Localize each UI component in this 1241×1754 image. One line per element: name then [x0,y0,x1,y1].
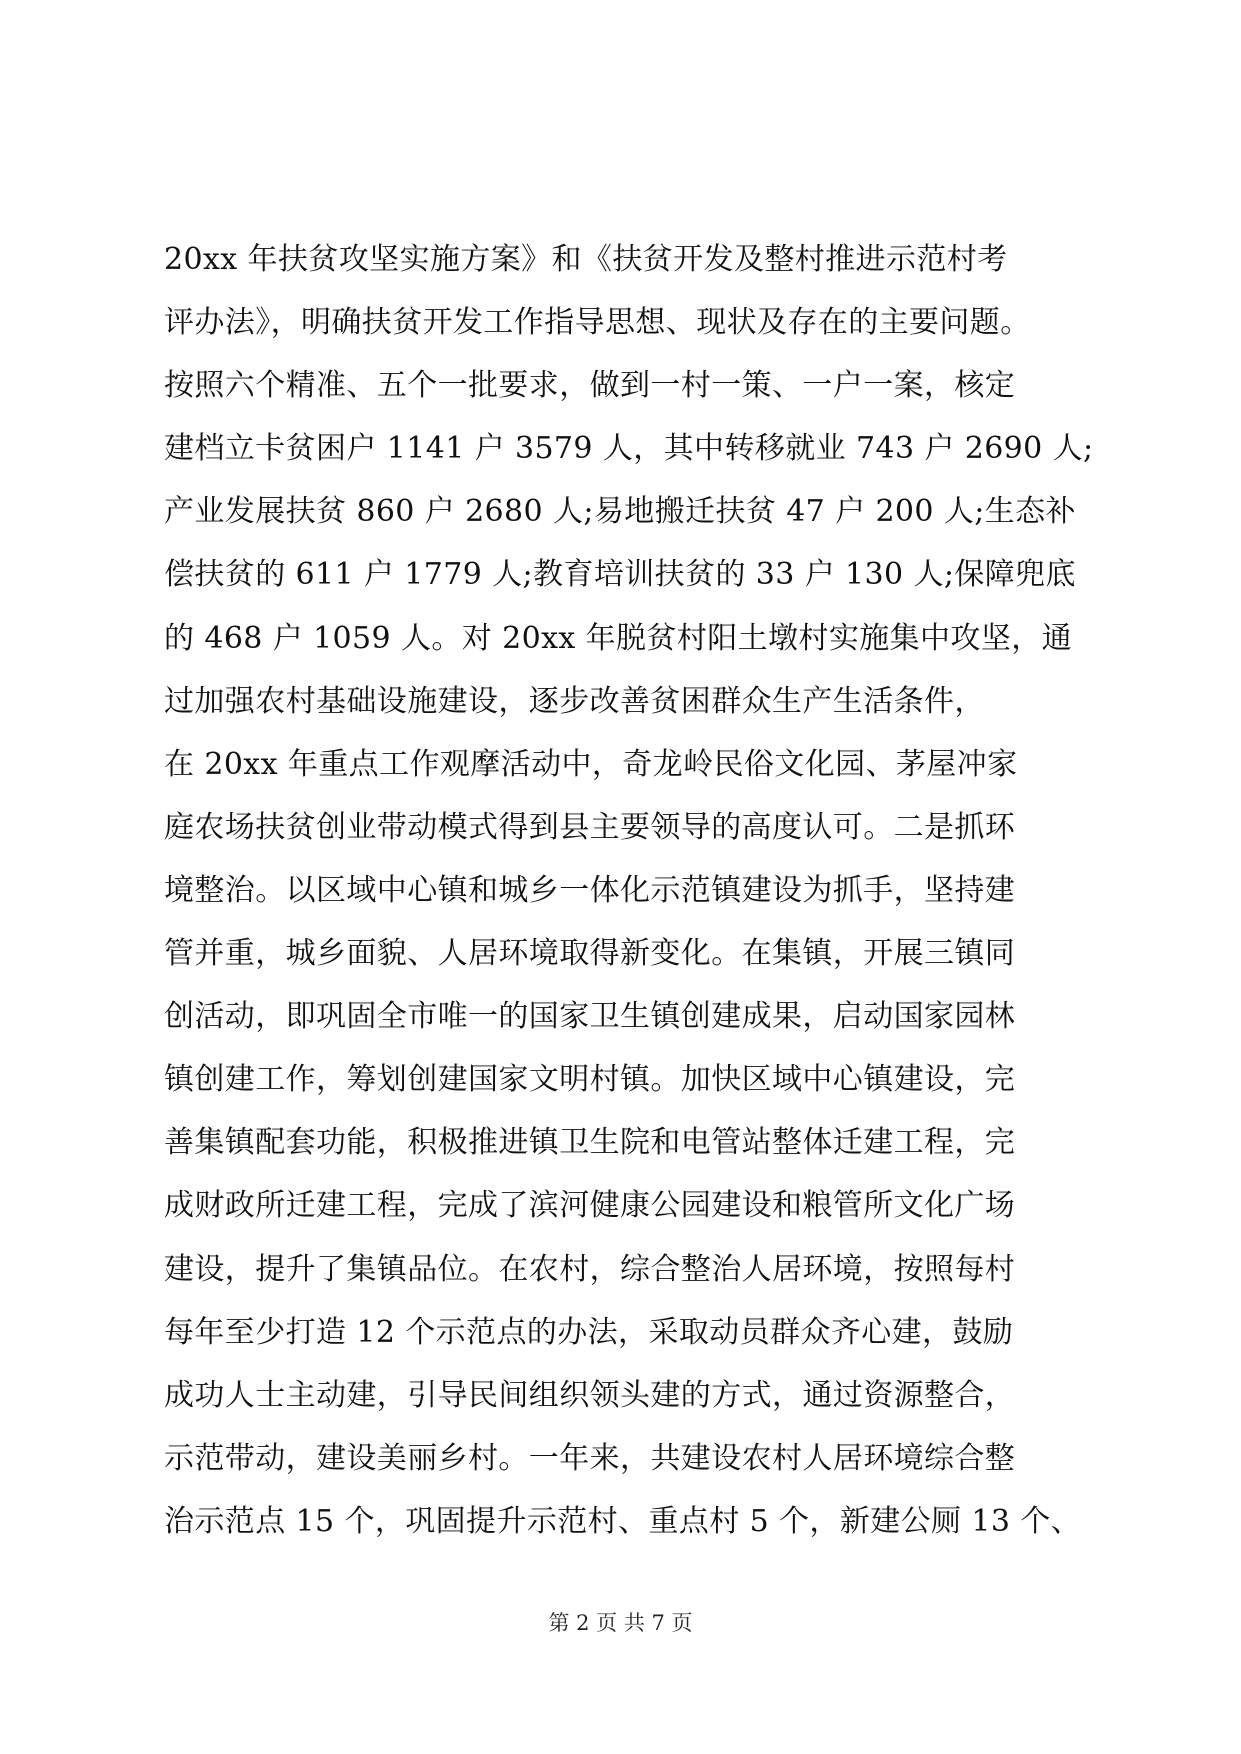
text-line: 按照六个精准、五个一批要求，做到一村一策、一户一案，核定 [164,368,1016,404]
text-line: 成功人士主动建，引导民间组织领头建的方式，通过资源整合， [164,1377,1016,1413]
text-line: 管并重，城乡面貌、人居环境取得新变化。在集镇，开展三镇同 [164,936,1016,972]
text-line: 20xx 年扶贫攻坚实施方案》和《扶贫开发及整村推进示范村考 [164,242,1008,277]
text-line: 成财政所迁建工程，完成了滨河健康公园建设和粮管所文化广场 [164,1188,1016,1224]
text-line: 庭农场扶贫创业带动模式得到县主要领导的高度认可。二是抓环 [164,809,1016,845]
text-line: 建设，提升了集镇品位。在农村，综合整治人居环境，按照每村 [164,1251,1016,1287]
text-line: 创活动，即巩固全市唯一的国家卫生镇创建成果，启动国家园林 [164,999,1016,1035]
text-line: 产业发展扶贫 860 户 2680 人;易地搬迁扶贫 47 户 200 人;生态补 [164,494,1076,530]
body-text [164,228,1094,1553]
text-line: 治示范点 15 个，巩固提升示范村、重点村 5 个，新建公厕 13 个、 [164,1503,1082,1539]
text-line: 偿扶贫的 611 户 1779 人;教育培训扶贫的 33 户 130 人;保障兜底 [164,557,1076,593]
text-line: 境整治。以区域中心镇和城乡一体化示范镇建设为抓手，坚持建 [164,872,1016,908]
text-line: 过加强农村基础设施建设，逐步改善贫困群众生产生活条件， [164,683,985,719]
text-line: 建档立卡贫困户 1141 户 3579 人，其中转移就业 743 户 2690 人; [164,431,1094,467]
page-footer: 第 2 页 共 7 页 [548,1611,693,1635]
text-line: 镇创建工作，筹划创建国家文明村镇。加快区域中心镇建设，完 [164,1062,1016,1098]
text-line: 每年至少打造 12 个示范点的办法，采取动员群众齐心建，鼓励 [164,1314,1014,1350]
text-line: 评办法》，明确扶贫开发工作指导思想、现状及存在的主要问题。 [164,305,1031,341]
text-line: 示范带动，建设美丽乡村。一年来，共建设农村人居环境综合整 [164,1440,1016,1476]
text-line: 在 20xx 年重点工作观摩活动中，奇龙岭民俗文化园、茅屋冲家 [164,746,1018,782]
text-line: 的 468 户 1059 人。对 20xx 年脱贫村阳土墩村实施集中攻坚，通 [164,620,1073,656]
text-line: 善集镇配套功能，积极推进镇卫生院和电管站整体迁建工程，完 [164,1125,1016,1161]
